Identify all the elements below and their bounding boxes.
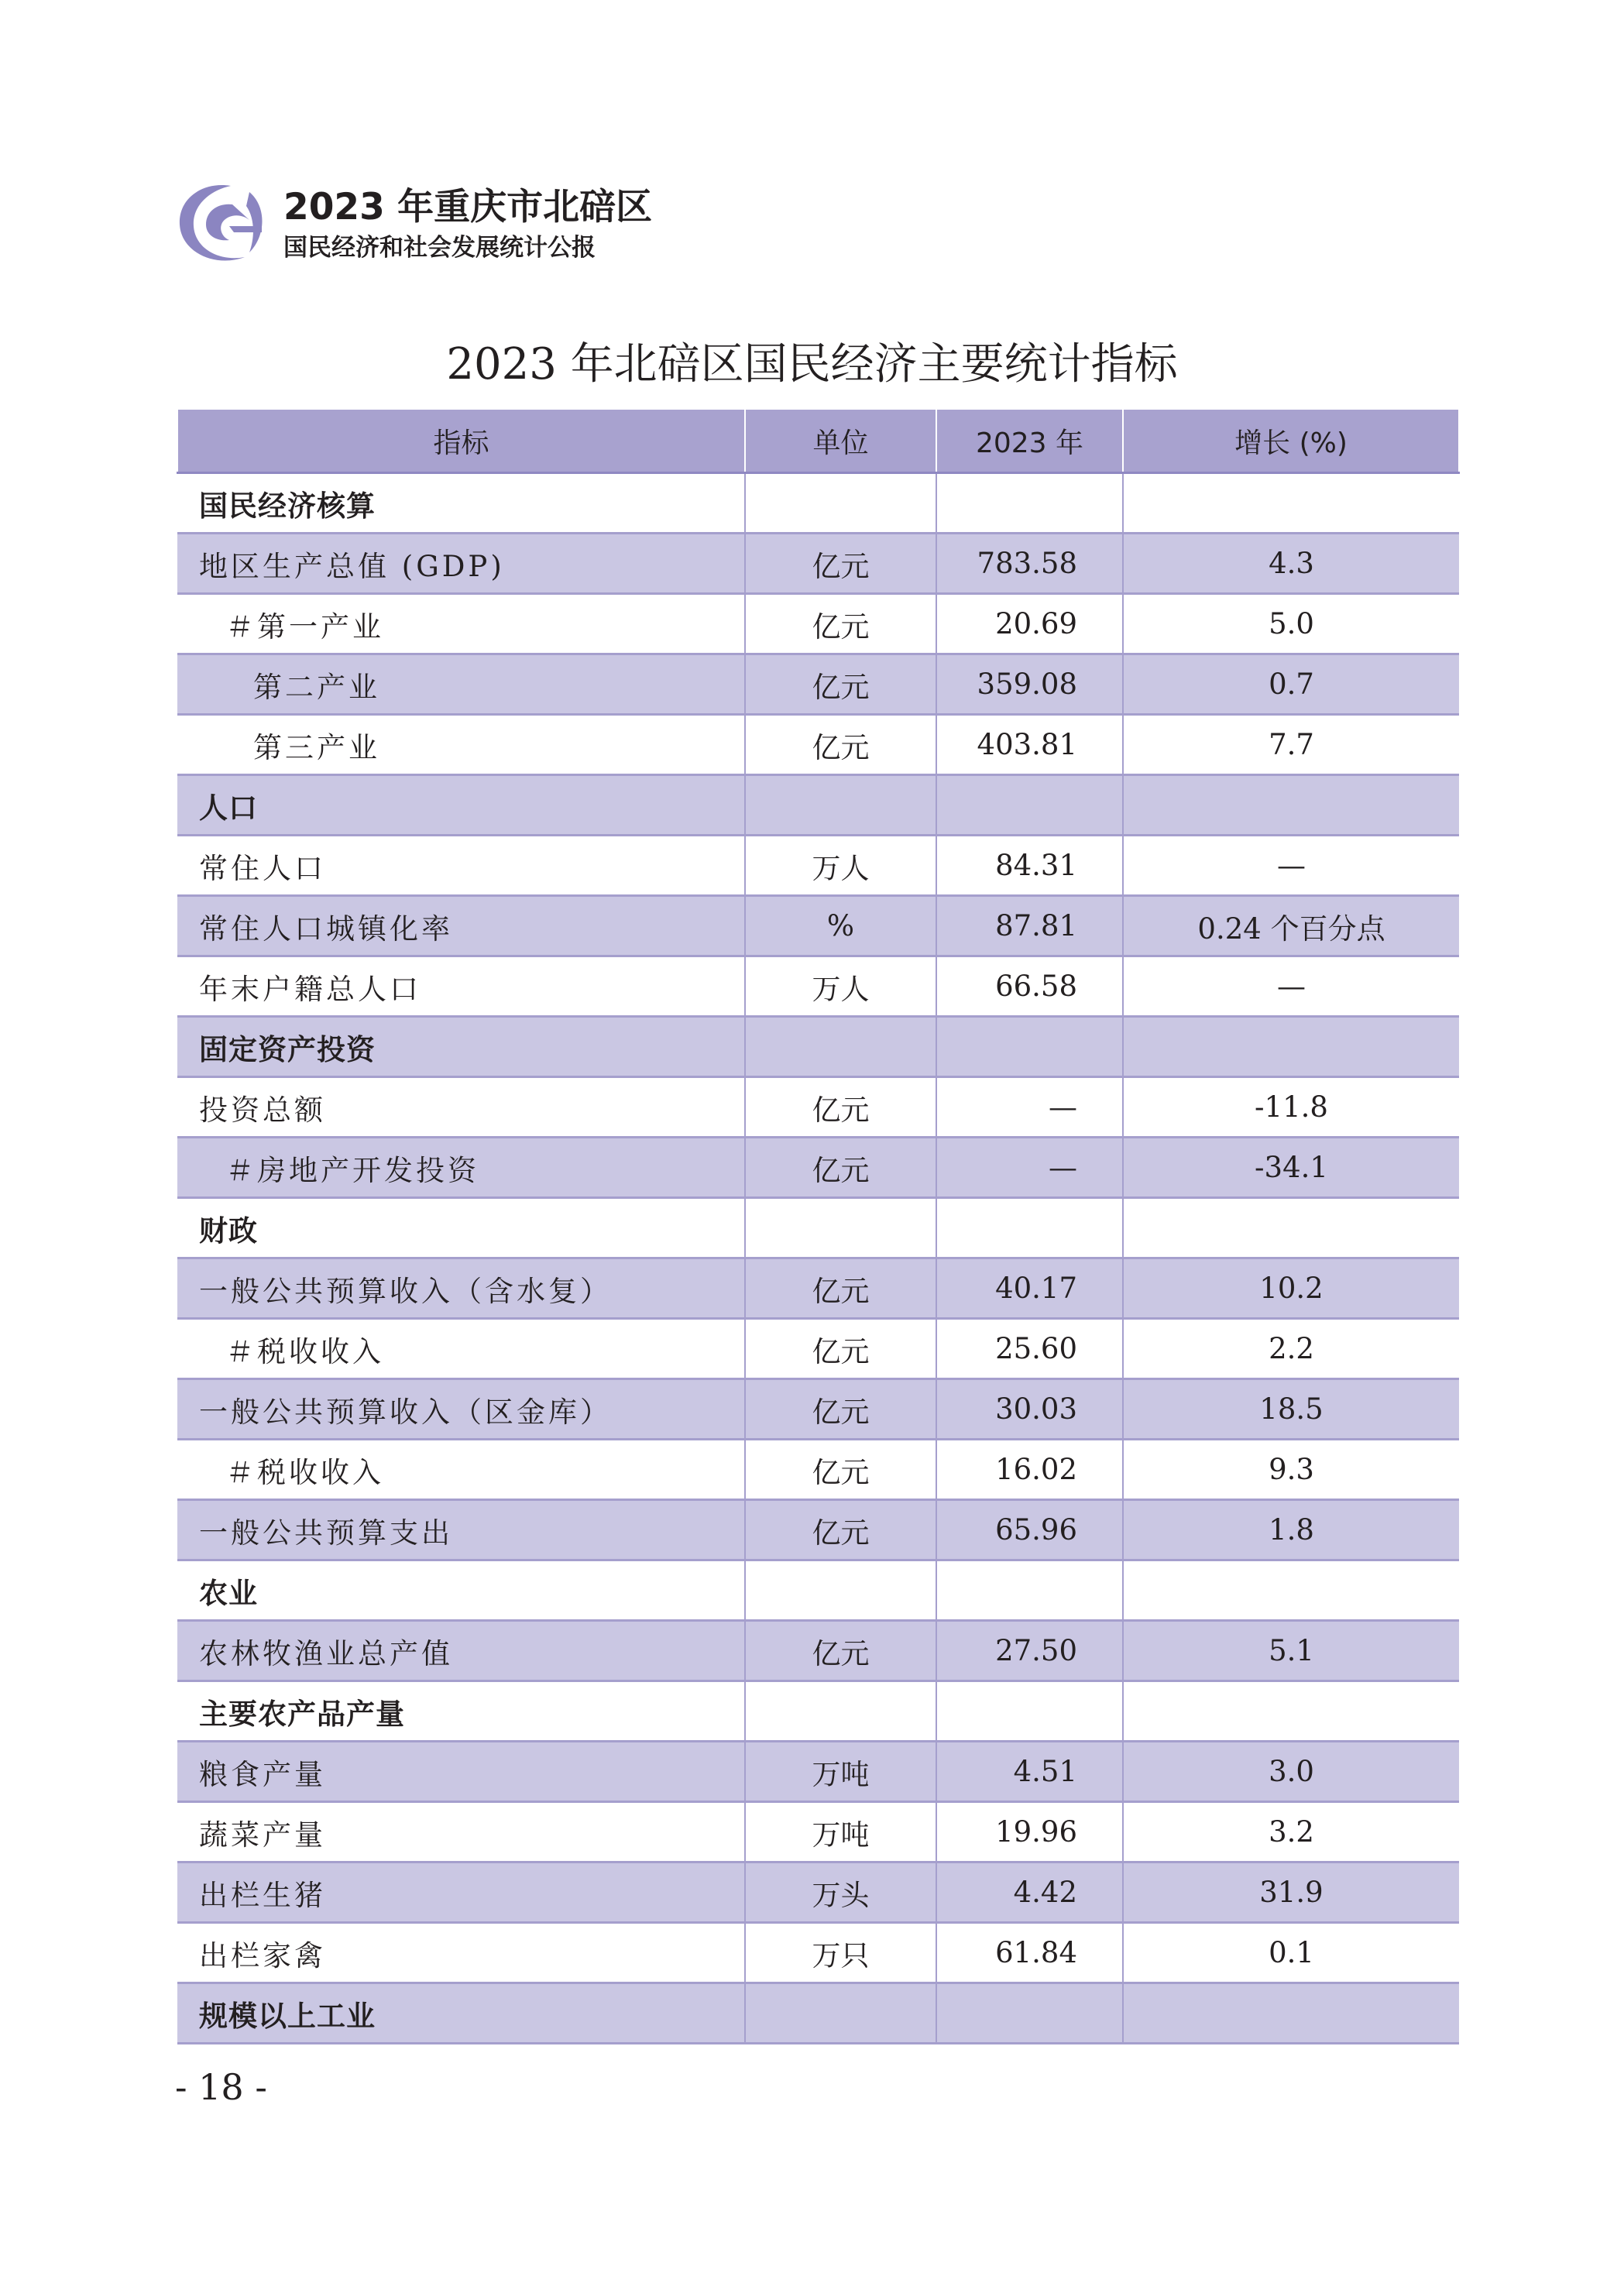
- row-unit-cell: 万吨: [745, 1742, 936, 1802]
- report-series-title: 2023 年重庆市北碚区: [283, 186, 653, 228]
- row-value-cell: [936, 775, 1123, 836]
- row-growth-cell: [1123, 1983, 1459, 2044]
- row-value-cell: [936, 1681, 1123, 1742]
- row-growth-cell: 5.0: [1123, 594, 1459, 654]
- row-indicator-cell: 年末户籍总人口: [177, 956, 745, 1017]
- statistics-logo-icon: [175, 181, 266, 268]
- row-value-cell: 61.84: [936, 1923, 1123, 1983]
- table-category-row: [177, 1017, 1459, 1077]
- row-unit-cell: 万人: [745, 836, 936, 896]
- row-unit-cell: 亿元: [745, 715, 936, 775]
- table-category-row: [177, 1983, 1459, 2044]
- row-growth-cell: 10.2: [1123, 1258, 1459, 1319]
- row-unit-cell: [745, 473, 936, 534]
- table-row: [177, 1621, 1459, 1681]
- row-indicator-cell: 常住人口: [177, 836, 745, 896]
- row-unit-cell: %: [745, 896, 936, 956]
- row-growth-cell: 1.8: [1123, 1500, 1459, 1560]
- row-growth-cell: 0.1: [1123, 1923, 1459, 1983]
- table-row: [177, 1923, 1459, 1983]
- row-growth-cell: —: [1123, 956, 1459, 1017]
- row-growth-cell: 3.0: [1123, 1742, 1459, 1802]
- row-growth-cell: [1123, 775, 1459, 836]
- row-indicator-cell: 农林牧渔业总产值: [177, 1621, 745, 1681]
- row-growth-cell: 0.7: [1123, 654, 1459, 715]
- row-value-cell: 84.31: [936, 836, 1123, 896]
- table-row: [177, 1379, 1459, 1440]
- table-category-row: [177, 1198, 1459, 1258]
- row-indicator-cell: 固定资产投资: [177, 1017, 745, 1077]
- row-value-cell: 403.81: [936, 715, 1123, 775]
- row-value-cell: [936, 1983, 1123, 2044]
- row-indicator-cell: 投资总额: [177, 1077, 745, 1138]
- row-unit-cell: 亿元: [745, 1138, 936, 1198]
- row-indicator-cell: 出栏生猪: [177, 1862, 745, 1923]
- row-unit-cell: 亿元: [745, 1077, 936, 1138]
- table-header-row: [177, 410, 1459, 473]
- row-indicator-cell: ＃第一产业: [177, 594, 745, 654]
- row-growth-cell: -34.1: [1123, 1138, 1459, 1198]
- row-growth-cell: 18.5: [1123, 1379, 1459, 1440]
- row-indicator-cell: ＃税收收入: [177, 1319, 745, 1379]
- row-growth-cell: [1123, 1017, 1459, 1077]
- table-row: [177, 654, 1459, 715]
- row-indicator-cell: 一般公共预算收入（含水复）: [177, 1258, 745, 1319]
- row-growth-cell: 31.9: [1123, 1862, 1459, 1923]
- row-value-cell: —: [936, 1077, 1123, 1138]
- row-indicator-cell: ＃税收收入: [177, 1440, 745, 1500]
- table-row: [177, 896, 1459, 956]
- row-unit-cell: [745, 1983, 936, 2044]
- row-value-cell: 359.08: [936, 654, 1123, 715]
- table-category-row: [177, 775, 1459, 836]
- row-value-cell: —: [936, 1138, 1123, 1198]
- column-header-year: 2023 年: [936, 410, 1123, 473]
- row-indicator-cell: 第二产业: [177, 654, 745, 715]
- row-growth-cell: —: [1123, 836, 1459, 896]
- row-growth-cell: 9.3: [1123, 1440, 1459, 1500]
- row-growth-cell: 3.2: [1123, 1802, 1459, 1862]
- row-growth-cell: -11.8: [1123, 1077, 1459, 1138]
- row-unit-cell: 亿元: [745, 1319, 936, 1379]
- row-value-cell: 65.96: [936, 1500, 1123, 1560]
- table-row: [177, 534, 1459, 594]
- column-header-indicator: 指标: [177, 410, 745, 473]
- row-unit-cell: 万只: [745, 1923, 936, 1983]
- row-growth-cell: 2.2: [1123, 1319, 1459, 1379]
- row-unit-cell: 亿元: [745, 654, 936, 715]
- row-indicator-cell: 一般公共预算支出: [177, 1500, 745, 1560]
- table-category-row: [177, 1560, 1459, 1621]
- row-indicator-cell: 地区生产总值 (GDP): [177, 534, 745, 594]
- row-indicator-cell: 常住人口城镇化率: [177, 896, 745, 956]
- report-series-subtitle: 国民经济和社会发展统计公报: [283, 234, 596, 262]
- row-value-cell: 87.81: [936, 896, 1123, 956]
- row-growth-cell: 5.1: [1123, 1621, 1459, 1681]
- table-category-row: [177, 473, 1459, 534]
- row-indicator-cell: 人口: [177, 775, 745, 836]
- table-category-row: [177, 1681, 1459, 1742]
- row-indicator-cell: 第三产业: [177, 715, 745, 775]
- row-indicator-cell: 粮食产量: [177, 1742, 745, 1802]
- row-unit-cell: 万吨: [745, 1802, 936, 1862]
- table-row: [177, 956, 1459, 1017]
- row-indicator-cell: ＃房地产开发投资: [177, 1138, 745, 1198]
- row-value-cell: [936, 473, 1123, 534]
- row-value-cell: [936, 1198, 1123, 1258]
- row-indicator-cell: 一般公共预算收入（区金库）: [177, 1379, 745, 1440]
- table-row: [177, 1258, 1459, 1319]
- table-row: [177, 1138, 1459, 1198]
- row-growth-cell: [1123, 473, 1459, 534]
- row-indicator-cell: 出栏家禽: [177, 1923, 745, 1983]
- column-header-growth: 增长 (%): [1123, 410, 1459, 473]
- row-unit-cell: 亿元: [745, 1258, 936, 1319]
- row-unit-cell: [745, 1198, 936, 1258]
- table-row: [177, 836, 1459, 896]
- table-row: [177, 1319, 1459, 1379]
- page-number: - 18 -: [175, 2066, 267, 2108]
- row-unit-cell: [745, 775, 936, 836]
- row-value-cell: 20.69: [936, 594, 1123, 654]
- row-unit-cell: 万人: [745, 956, 936, 1017]
- row-value-cell: 25.60: [936, 1319, 1123, 1379]
- statistics-table: [177, 410, 1460, 2044]
- row-growth-cell: [1123, 1681, 1459, 1742]
- row-value-cell: 19.96: [936, 1802, 1123, 1862]
- row-value-cell: 4.51: [936, 1742, 1123, 1802]
- table-title: 2023 年北碚区国民经济主要统计指标: [446, 339, 1178, 390]
- row-value-cell: 66.58: [936, 956, 1123, 1017]
- row-unit-cell: 亿元: [745, 534, 936, 594]
- row-indicator-cell: 财政: [177, 1198, 745, 1258]
- row-growth-cell: 4.3: [1123, 534, 1459, 594]
- row-unit-cell: 亿元: [745, 1379, 936, 1440]
- row-unit-cell: 亿元: [745, 1621, 936, 1681]
- row-unit-cell: 亿元: [745, 594, 936, 654]
- row-indicator-cell: 农业: [177, 1560, 745, 1621]
- row-unit-cell: 万头: [745, 1862, 936, 1923]
- table-row: [177, 1500, 1459, 1560]
- table-row: [177, 1440, 1459, 1500]
- row-value-cell: 30.03: [936, 1379, 1123, 1440]
- table-row: [177, 1862, 1459, 1923]
- row-value-cell: 16.02: [936, 1440, 1123, 1500]
- row-indicator-cell: 规模以上工业: [177, 1983, 745, 2044]
- row-value-cell: [936, 1017, 1123, 1077]
- row-growth-cell: 0.24 个百分点: [1123, 896, 1459, 956]
- table-row: [177, 594, 1459, 654]
- row-indicator-cell: 国民经济核算: [177, 473, 745, 534]
- row-indicator-cell: 蔬菜产量: [177, 1802, 745, 1862]
- row-growth-cell: 7.7: [1123, 715, 1459, 775]
- table-row: [177, 1802, 1459, 1862]
- row-value-cell: 40.17: [936, 1258, 1123, 1319]
- column-header-unit: 单位: [745, 410, 936, 473]
- row-value-cell: [936, 1560, 1123, 1621]
- row-unit-cell: 亿元: [745, 1500, 936, 1560]
- row-value-cell: 783.58: [936, 534, 1123, 594]
- row-unit-cell: [745, 1560, 936, 1621]
- row-value-cell: 4.42: [936, 1862, 1123, 1923]
- row-unit-cell: [745, 1681, 936, 1742]
- row-unit-cell: [745, 1017, 936, 1077]
- row-growth-cell: [1123, 1198, 1459, 1258]
- table-row: [177, 715, 1459, 775]
- row-value-cell: 27.50: [936, 1621, 1123, 1681]
- row-unit-cell: 亿元: [745, 1440, 936, 1500]
- row-indicator-cell: 主要农产品产量: [177, 1681, 745, 1742]
- table-row: [177, 1742, 1459, 1802]
- row-growth-cell: [1123, 1560, 1459, 1621]
- table-row: [177, 1077, 1459, 1138]
